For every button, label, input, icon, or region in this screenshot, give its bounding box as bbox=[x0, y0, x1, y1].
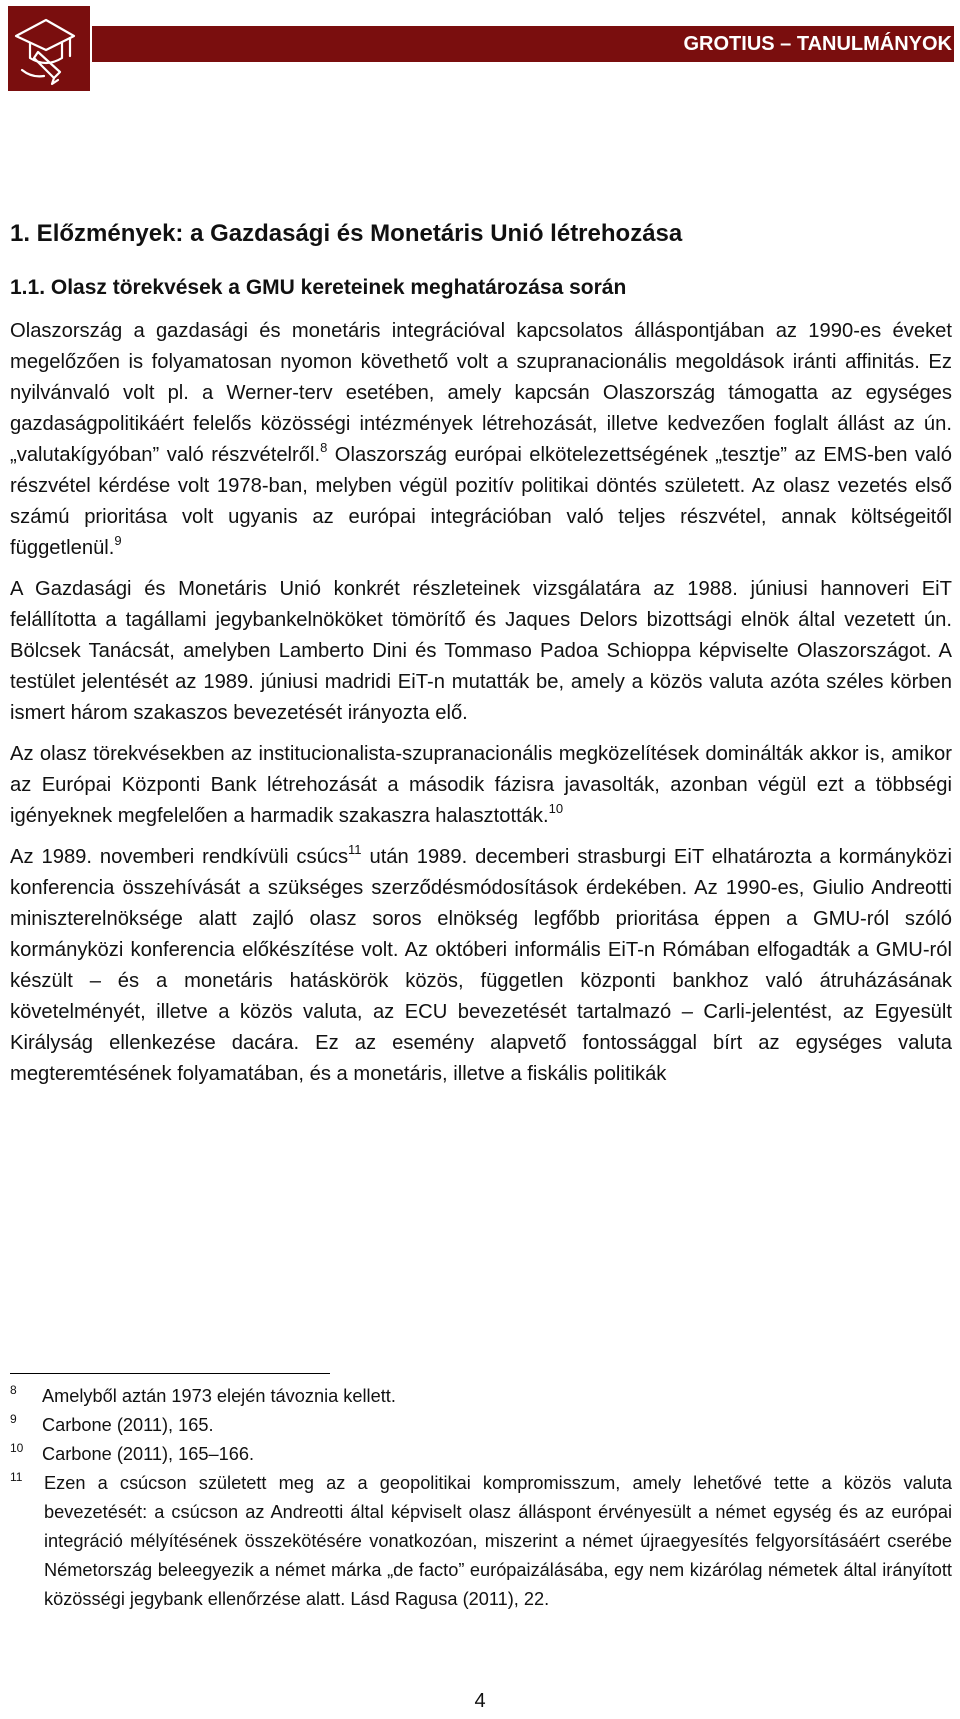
paragraph-1-text-a: Olaszország a gazdasági és monetáris integrációval kapcsolatos álláspontjában az 1990-es éveket megelőzően is folyamatosan nyomon követhető volt a szupranacionális megoldások iránti affinitás. Ez nyilvánvaló volt pl. a Werner-terv esetében, amely kapcsán Olaszország támogatta az egységes gazdaságpolitikáért felelős közösségi intézmények létrehozását, illetve kedvezően foglalt állást az ún. „valutakígyóban” való részvételről. bbox=[10, 320, 952, 466]
footnote-text: Carbone (2011), 165–166. bbox=[42, 1444, 255, 1464]
header-banner bbox=[92, 26, 954, 62]
footnote-ref-9[interactable]: 9 bbox=[114, 533, 122, 548]
document-body bbox=[10, 218, 952, 1100]
paragraph-1 bbox=[10, 316, 952, 564]
footnote-text: Carbone (2011), 165. bbox=[42, 1415, 214, 1435]
page-header bbox=[0, 0, 960, 100]
footnote-number: 9 bbox=[10, 1412, 17, 1426]
page-number: 4 bbox=[474, 1690, 486, 1712]
paragraph-2: A Gazdasági és Monetáris Unió konkrét részleteinek vizsgálatára az 1988. júniusi hannoveri EiT felállította a tagállami jegybankelnököket tömörítő és Jaques Delors bizottsági elnök által vezetett ún. Bölcsek Tanácsát, amelyben Lamberto Dini és Tommaso Padoa Schioppa képviselte Olaszországot. A testület jelentését az 1989. júniusi madridi EiT-n mutatták be, amely a közös valuta azóta széles körben ismert három szakaszos bevezetését irányozta elő. bbox=[10, 578, 952, 724]
section-heading: 1. Előzmények: a Gazdasági és Monetáris Unió létrehozása bbox=[10, 220, 683, 247]
footnote-ref-10[interactable]: 10 bbox=[548, 801, 564, 816]
footnote-10 bbox=[10, 1440, 952, 1469]
footnote-8 bbox=[10, 1382, 952, 1411]
banner-title: GROTIUS – TANULMÁNYOK bbox=[683, 33, 952, 55]
paragraph-4 bbox=[10, 842, 952, 1090]
graduation-cap-pen-icon bbox=[8, 6, 90, 91]
paragraph-1-text-b: Olaszország európai elkötelezettségének „tesztje” az EMS-ben való részvétel kérdése volt 1978-ban, melyben végül pozitív politikai döntés született. Az olasz vezetés első számú prioritása volt ugyanis az európai integrációban való teljes részvétel, annak költségeitől függetlenül. bbox=[10, 444, 952, 559]
footnote-number: 11 bbox=[10, 1470, 23, 1484]
footnote-9 bbox=[10, 1411, 952, 1440]
footnote-text: Amelyből aztán 1973 elején távoznia kellett. bbox=[42, 1386, 396, 1406]
footnote-text: Ezen a csúcson született meg az a geopolitikai kompromisszum, amely lehetővé tette a közös valuta bevezetését: a csúcson az Andreotti által képviselt olasz álláspont érvényesült a német egység és az európai integráció mélyítésének összekötésére vonatkozóan, miszerint a német újraegyesítés felgyorsításáért cserébe Németország beleegyezik a német márka „de facto” európaizálásába, egy nem kizárólag németek által irányított közösségi jegybank ellenőrzése alatt. Lásd Ragusa (2011), 22. bbox=[44, 1473, 952, 1609]
subsection-heading: 1.1. Olasz törekvések a GMU kereteinek meghatározása során bbox=[10, 276, 627, 299]
paragraph-3 bbox=[10, 739, 952, 832]
paragraph-4-text-a: Az 1989. novemberi rendkívüli csúcs bbox=[10, 846, 349, 868]
paragraph-3-text: Az olasz törekvésekben az institucionalista-szupranacionális megközelítések dominálták akkor is, amikor az Európai Központi Bank létrehozását a második fázisra javasolták, azonban végül ezt a többségi igényeknek megfelelően a harmadik szakaszra halasztották. bbox=[10, 743, 952, 827]
footnote-number: 10 bbox=[10, 1441, 24, 1455]
footnote-divider bbox=[10, 1373, 330, 1374]
logo bbox=[8, 6, 90, 91]
footnote-11 bbox=[10, 1469, 952, 1614]
footnotes bbox=[10, 1382, 952, 1614]
footnote-ref-8[interactable]: 8 bbox=[320, 440, 328, 455]
footnote-number: 8 bbox=[10, 1383, 17, 1397]
footnote-ref-11[interactable]: 11 bbox=[348, 842, 362, 857]
paragraph-4-text-b: után 1989. decemberi strasburgi EiT elhatározta a kormányközi konferencia összehívását a szükséges szerződésmódosítások érdekében. Az 1990-es, Giulio Andreotti miniszterelnöksége alatt zajló olasz soros elnökség legfőbb prioritása éppen a GMU-ról szóló kormányközi konferencia előkészítése volt. Az októberi informális EiT-n Rómában elfogadták a GMU-ról készült – és a monetáris hatáskörök közös, független központi bankhoz való átruházásának követelményét, illetve a közös valuta, az ECU bevezetését tartalmazó – Carli-jelentést, az Egyesült Királyság ellenkezése dacára. Ez az esemény alapvető fontossággal bírt az egységes valuta megteremtésének folyamatában, és a monetáris, illetve a fiskális politikák bbox=[10, 846, 952, 1085]
